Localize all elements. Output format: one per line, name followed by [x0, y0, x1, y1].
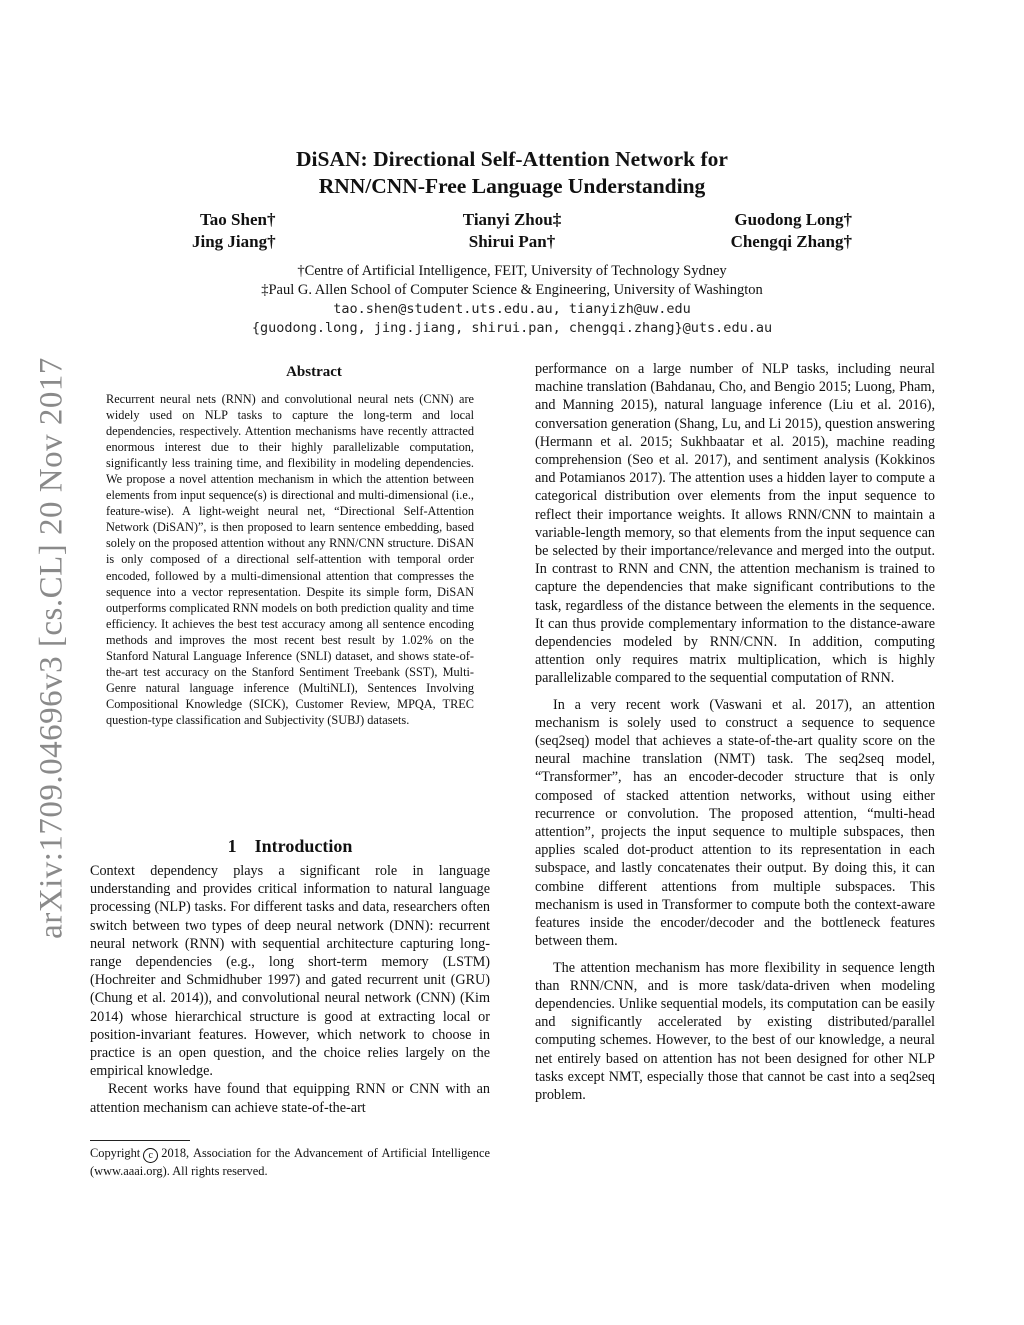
author-emails-2: {guodong.long, jing.jiang, shirui.pan, chengqi.zhang}@uts.edu.au: [251, 320, 773, 336]
author-row-1: [160, 210, 864, 230]
author-name: Guodong Long†: [734, 210, 852, 229]
arxiv-identifier: arXiv:1709.04696v3 [cs.CL] 20 Nov 2017: [33, 357, 70, 939]
author-name: Jing Jiang†: [192, 232, 276, 251]
paragraph: Recent works have found that equipping RNN or CNN with an attention mechanism can achieve state-of-the-art: [90, 1081, 490, 1116]
section-heading-introduction: [90, 836, 490, 857]
section-title: Introduction: [254, 836, 353, 856]
footnote-prefix: Copyright: [90, 1146, 141, 1160]
author-emails-1: tao.shen@student.uts.edu.au, tianyizh@uw.edu: [333, 301, 691, 317]
section-number: 1: [227, 836, 237, 856]
paragraph: Context dependency plays a significant role in language understanding and provides critical information to natural language processing (NLP) tasks. For different tasks and data, researchers often switch between two types of deep neural network (DNN): recurrent neural network (RNN) with sequential architecture capturing long-range dependencies (e.g., long short-term memory (LSTM) (Hochreiter and Schmidhuber 1997) and gated recurrent unit (GRU) (Chung et al. 2014)), and convolutional neural network (CNN) (Kim 2014) whose hierarchical structure is good at extracting local or position-invariant features. However, which network to choose in practice is an open question, and the choice relies largely on the empirical knowledge.: [90, 863, 490, 1080]
copyright-footnote: [90, 1145, 490, 1179]
author-name: Shirui Pan†: [468, 232, 556, 251]
copyright-icon: c: [143, 1148, 158, 1163]
right-column: [535, 360, 935, 1104]
abstract-heading: Abstract: [286, 364, 342, 380]
author-row-2: [160, 232, 864, 252]
affiliation-line-1: †Centre of Artificial Intelligence, FEIT, University of Technology Sydney: [297, 263, 727, 279]
paragraph: In a very recent work (Vaswani et al. 2017), an attention mechanism is solely used to construct a sequence to sequence (seq2seq) model that achieves a state-of-the-art quality score on the neural machine translation (NMT) task. The seq2seq model, “Transformer”, has an encoder-decoder structure that is only composed of stacked attention networks, without using either recurrence or convolution. The proposed attention, “multi-head attention”, projects the input sequence to multiple subspaces, then applies scaled dot-product attention to its representation in each subspace, and lastly concatenates their output. By doing this, it can combine different attentions from multiple subspaces. This mechanism is used in Transformer to compute both the context-aware features inside the encoder/decoder and the bottleneck features between them.: [535, 696, 935, 950]
paper-title: [160, 146, 864, 200]
paragraph: performance on a large number of NLP tasks, including neural machine translation (Bahdanau, Cho, and Bengio 2015; Luong, Pham, and Manning 2015), natural language inference (Liu et al. 2016), conversation generation (Shang, Lu, and Li 2015), question answering (Hermann et al. 2015; Sukhbaatar et al. 2015), machine reading comprehension (Seo et al. 2017), and sentiment analysis (Kokkinos and Potamianos 2017). The attention uses a hidden layer to compute a categorical distribution over elements from the input sequence to reflect their importance weights. It allows RNN/CNN to maintain a variable-length memory, so that elements from the input sequence can be selected by their importance/relevance and merged into the output. In contrast to RNN and CNN, the attention mechanism is trained to capture the dependencies that make significant contributions to the task, regardless of the distance between the elements in the sequence. It can thus provide complementary information to the distance-aware dependencies modeled by RNN/CNN. In addition, computing attention only requires matrix multiplication, which is highly parallelizable compared to the sequential computation of RNN.: [535, 361, 935, 687]
author-name: Chengqi Zhang†: [730, 232, 852, 251]
title-line-1: DiSAN: Directional Self-Attention Network for: [296, 147, 728, 171]
left-column: [90, 862, 490, 1117]
author-name: Tianyi Zhou‡: [462, 210, 562, 229]
author-name: Tao Shen†: [200, 210, 276, 229]
footnote-rule: [90, 1140, 190, 1141]
title-line-2: RNN/CNN-Free Language Understanding: [318, 174, 706, 198]
paragraph: The attention mechanism has more flexibility in sequence length than RNN/CNN, and is more task/data-driven when modeling dependencies. Unlike sequential models, its computation can be easily and significantly accelerated by existing distributed/parallel computing schemes. However, to the best of our knowledge, a neural net entirely based on attention has not been designed for other NLP tasks except NMT, especially those that cannot be cast into a seq2seq problem.: [535, 959, 935, 1103]
footnote-text: 2018, Association for the Advancement of Artificial Intelligence (www.aaai.org). All rights reserved.: [90, 1146, 490, 1178]
affiliation-line-2: ‡Paul G. Allen School of Computer Science & Engineering, University of Washington: [261, 282, 763, 298]
abstract-body: Recurrent neural nets (RNN) and convolutional neural nets (CNN) are widely used on NLP tasks to capture the long-term and local dependencies, respectively. Attention mechanisms have recently attracted enormous interest due to their highly parallelizable computation, significantly less training time, and flexibility in modeling dependencies. We propose a novel attention mechanism in which the attention between elements from input sequence(s) is directional and multi-dimensional (i.e., feature-wise). A light-weight neural net, “Directional Self-Attention Network (DiSAN)”, is then proposed to learn sentence embedding, based solely on the proposed attention without any RNN/CNN structure. DiSAN is only composed of a directional self-attention with temporal order encoded, followed by a multi-dimensional attention that compresses the sequence into a vector representation. Despite its simple form, DiSAN outperforms complicated RNN models on both prediction quality and time efficiency. It achieves the best test accuracy among all sentence encoding methods and improves the most recent best result by 1.02% on the Stanford Natural Language Inference (SNLI) dataset, and shows state-of-the-art test accuracy on the Stanford Sentiment Treebank (SST), Multi-Genre natural language inference (MultiNLI), Sentences Involving Compositional Knowledge (SICK), Customer Review, MPQA, TREC question-type classification and Subjectivity (SUBJ) datasets.: [106, 392, 474, 727]
